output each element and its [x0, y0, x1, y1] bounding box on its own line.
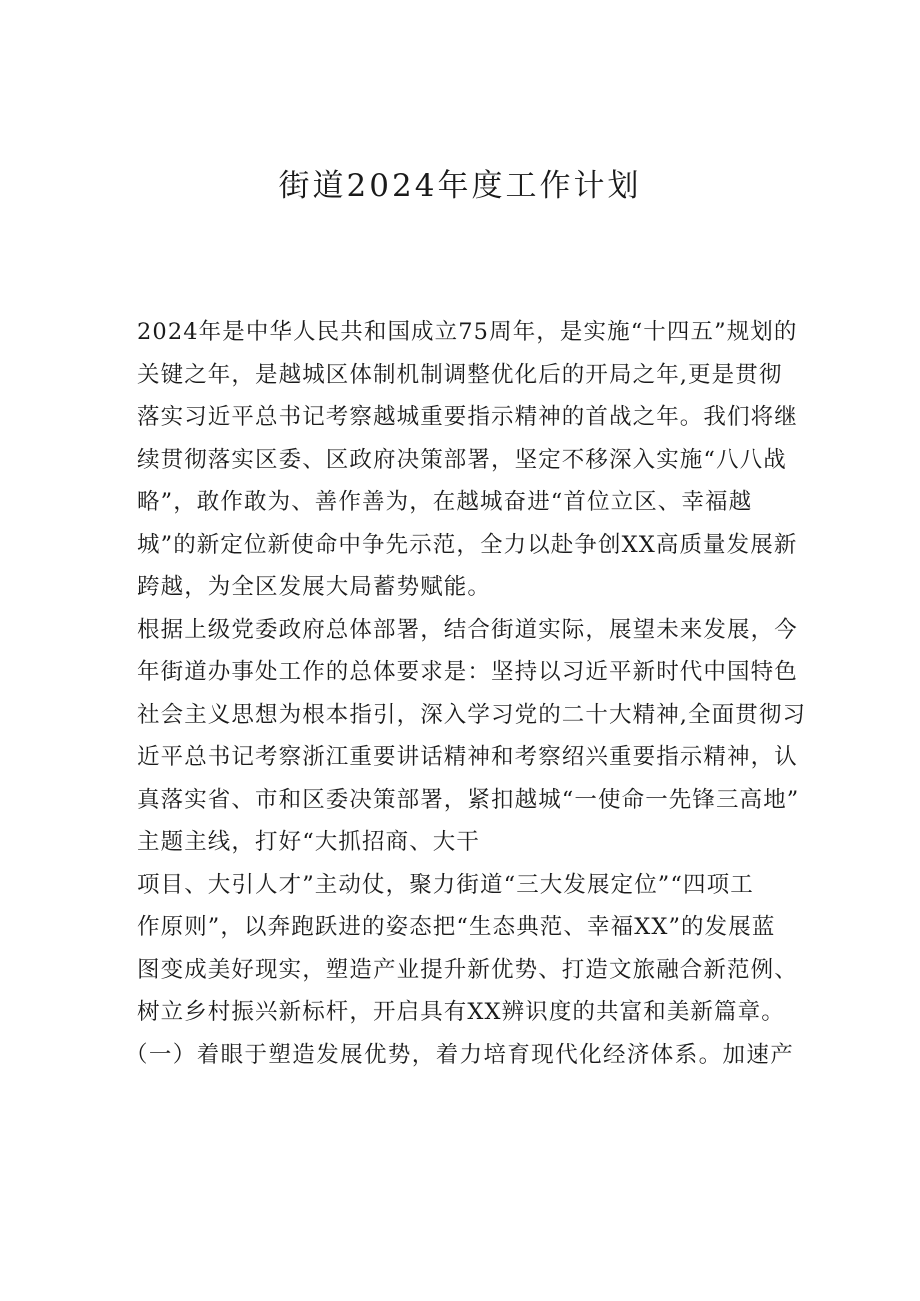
text-line: 续贯彻落实区委、区政府决策部署，坚定不移深入实施“八八战: [137, 446, 787, 473]
text-line: 2024年是中华人民共和国成立75周年，是实施“十四五”规划的: [137, 319, 798, 345]
document-title: 街道2024年度工作计划: [278, 168, 642, 204]
text-line: 年街道办事处工作的总体要求是：坚持以习近平新时代中国特色: [137, 659, 798, 685]
text-line: 略”，敢作敢为、善作善为，在越城奋进“首位立区、幸福越: [137, 489, 753, 515]
text-line: 社会主义思想为根本指引，深入学习党的二十大精神,全面贯彻习: [137, 701, 807, 728]
paragraph-2: [137, 609, 807, 1034]
text-line: 跨越，为全区发展大局蓄势赋能。: [137, 574, 492, 600]
text-line: 树立乡村振兴新标杆，开启具有XX辨识度的共富和美新篇章。: [137, 999, 785, 1025]
text-line: 关键之年，是越城区体制机制调整优化后的开局之年,更是贯彻: [137, 361, 783, 388]
paragraph-1: [137, 311, 797, 609]
section-heading-1: （一）着眼于塑造发展优势，着力培育现代化经济体系。加速产: [125, 1041, 795, 1068]
text-line: 真落实省、市和区委决策部署，紧扣越城“一使命一先锋三高地”: [137, 786, 800, 813]
text-line: 主题主线，打好“大抓招商、大干: [137, 829, 481, 855]
text-line: 落实习近平总书记考察越城重要指示精神的首战之年。我们将继: [137, 404, 798, 430]
document-body: [125, 311, 807, 1076]
text-line: 根据上级党委政府总体部署，结合街道实际，展望未来发展，今: [137, 616, 798, 643]
text-line: 图变成美好现实，塑造产业提升新优势、打造文旅融合新范例、: [137, 956, 798, 983]
text-line: 项目、大引人才”主动仗，聚力街道“三大发展定位”“四项工: [137, 871, 754, 898]
text-line: 近平总书记考察浙江重要讲话精神和考察绍兴重要指示精神，认: [137, 744, 798, 770]
text-line: 城”的新定位新使命中争先示范，全力以赴争创XX高质量发展新: [137, 531, 798, 558]
text-line: 作原则”，以奔跑跃进的姿态把“生态典范、幸福XX”的发展蓝: [137, 914, 776, 940]
